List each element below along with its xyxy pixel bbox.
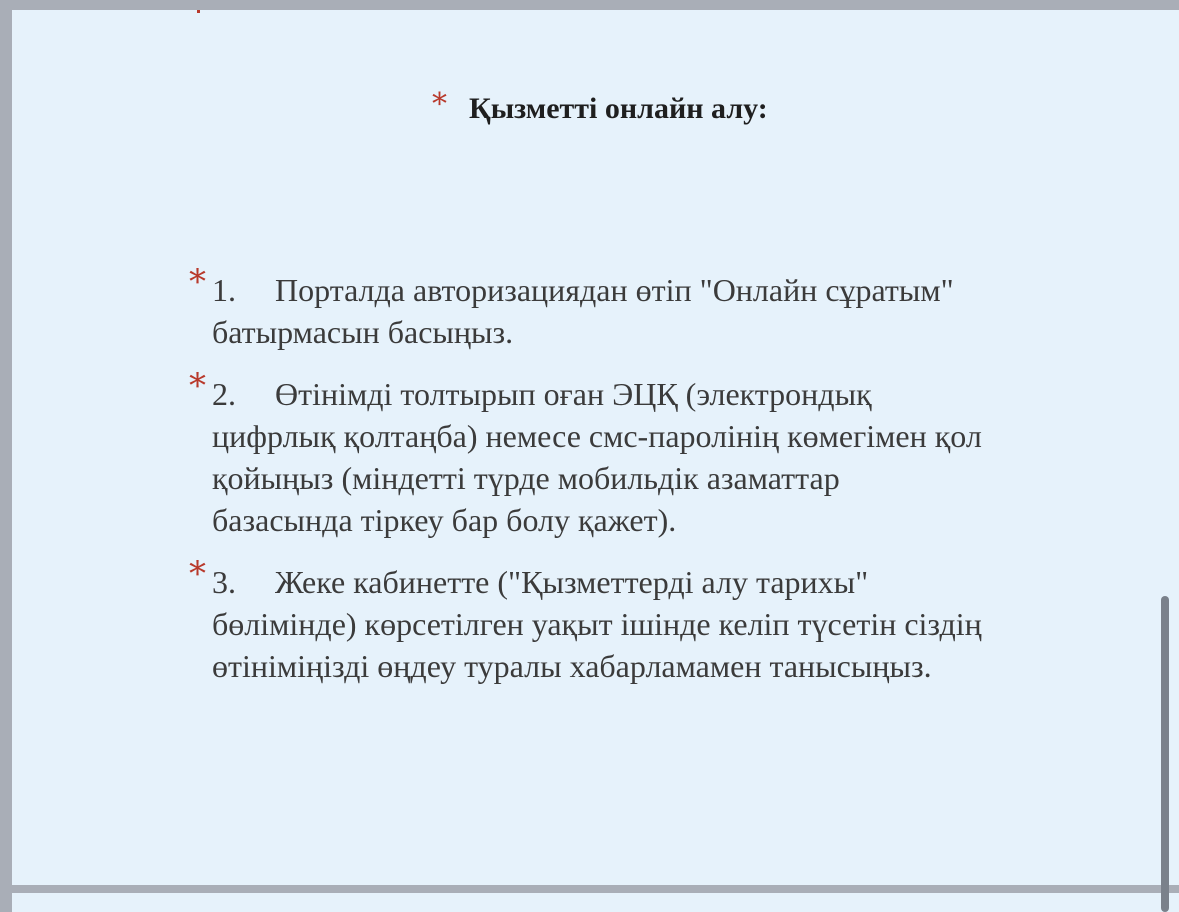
step-text: Өтінімді толтырып оған ЭЦҚ (электрондық цифрлық қолтаңба) немесе смс-паролінің көмегімен қол қойыңыз (міндетті түрде мобильдік азаматтар базасында тіркеу бар болу қажет). bbox=[212, 376, 982, 538]
steps-list bbox=[187, 262, 987, 707]
next-slide-edge bbox=[12, 893, 1179, 912]
slide bbox=[12, 10, 1179, 885]
step-number: 3. bbox=[212, 564, 236, 600]
asterisk-icon: * bbox=[432, 87, 447, 122]
asterisk-icon: * bbox=[189, 366, 206, 406]
step-number: 1. bbox=[212, 272, 236, 308]
top-edge-mark bbox=[197, 10, 200, 13]
list-item bbox=[187, 554, 987, 687]
step-text: Порталда авторизациядан өтіп "Онлайн сұратым" батырмасын басыңыз. bbox=[212, 272, 954, 350]
asterisk-icon: * bbox=[189, 554, 206, 594]
step-number: 2. bbox=[212, 376, 236, 412]
step-text: Жеке кабинетте ("Қызметтерді алу тарихы" бөлімінде) көрсетілген уақыт ішінде келіп түсетін сіздің өтініміңізді өңдеу туралы хабарламамен танысыңыз. bbox=[212, 564, 982, 684]
asterisk-icon: * bbox=[189, 262, 206, 302]
slide-title bbox=[432, 87, 768, 126]
list-item bbox=[187, 262, 987, 353]
list-item bbox=[187, 366, 987, 541]
title-text: Қызметті онлайн алу: bbox=[469, 92, 768, 125]
scrollbar[interactable] bbox=[1161, 596, 1169, 912]
